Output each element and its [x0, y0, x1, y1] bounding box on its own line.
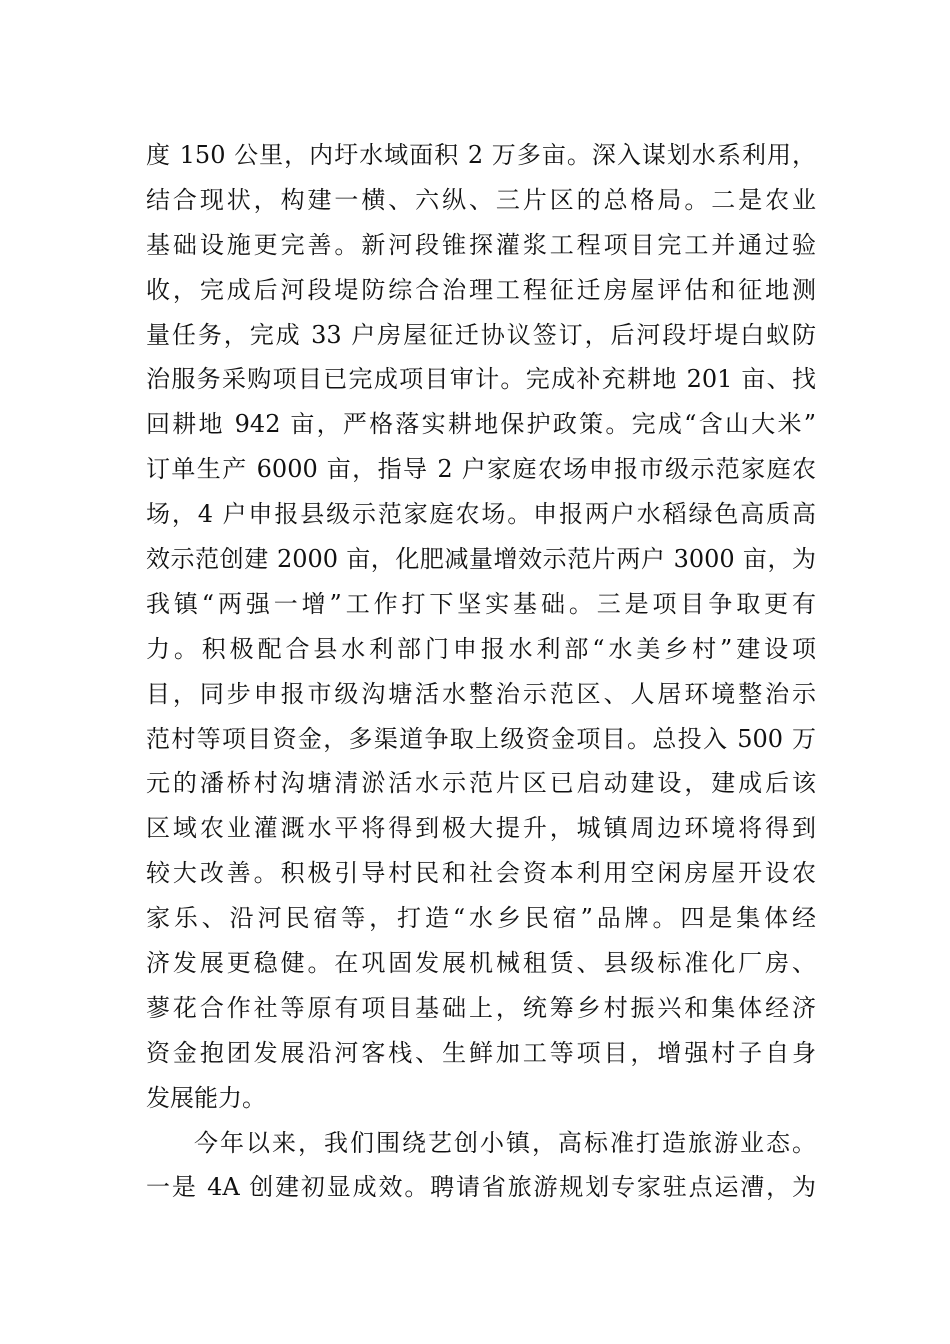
- text-line: 一是 4A 创建初显成效。聘请省旅游规划专家驻点运漕，为: [146, 1173, 816, 1202]
- text-line: 目，同步申报市级沟塘活水整治示范区、人居环境整治示: [146, 679, 816, 708]
- text-line: 蓼花合作社等原有项目基础上，统筹乡村振兴和集体经济: [146, 993, 816, 1022]
- text-line: 今年以来，我们围绕艺创小镇，高标准打造旅游业态。: [194, 1128, 816, 1157]
- text-line: 回耕地 942 亩，严格落实耕地保护政策。完成“含山大米”: [146, 410, 816, 439]
- text-line: 发展能力。: [146, 1083, 266, 1112]
- text-line: 家乐、沿河民宿等，打造“水乡民宿”品牌。四是集体经: [146, 904, 816, 933]
- text-line: 订单生产 6000 亩，指导 2 户家庭农场申报市级示范家庭农: [146, 455, 816, 484]
- text-line: 量任务，完成 33 户房屋征迁协议签订，后河段圩堤白蚁防: [146, 320, 816, 349]
- text-line: 区域农业灌溉水平将得到极大提升，城镇周边环境将得到: [146, 814, 816, 843]
- text-line: 结合现状，构建一横、六纵、三片区的总格局。二是农业: [146, 185, 816, 214]
- text-line: 济发展更稳健。在巩固发展机械租赁、县级标准化厂房、: [146, 949, 816, 978]
- text-line: 治服务采购项目已完成项目审计。完成补充耕地 201 亩、找: [146, 365, 816, 394]
- text-line: 效示范创建 2000 亩，化肥减量增效示范片两户 3000 亩，为: [146, 545, 816, 574]
- paragraph-2: [146, 1121, 816, 1211]
- document-body: [146, 133, 816, 1210]
- paragraph-1: [146, 133, 816, 1121]
- text-line: 力。积极配合县水利部门申报水利部“水美乡村”建设项: [146, 634, 816, 663]
- text-line: 范村等项目资金，多渠道争取上级资金项目。总投入 500 万: [146, 724, 816, 753]
- text-line: 基础设施更完善。新河段锥探灌浆工程项目完工并通过验: [146, 230, 816, 259]
- text-line: 元的潘桥村沟塘清淤活水示范片区已启动建设，建成后该: [146, 769, 816, 798]
- text-line: 较大改善。积极引导村民和社会资本利用空闲房屋开设农: [146, 859, 816, 888]
- text-line: 资金抱团发展沿河客栈、生鲜加工等项目，增强村子自身: [146, 1038, 816, 1067]
- text-line: 收，完成后河段堤防综合治理工程征迁房屋评估和征地测: [146, 275, 816, 304]
- text-line: 我镇“两强一增”工作打下坚实基础。三是项目争取更有: [146, 589, 816, 618]
- text-line: 场，4 户申报县级示范家庭农场。申报两户水稻绿色高质高: [146, 500, 816, 529]
- text-line: 度 150 公里，内圩水域面积 2 万多亩。深入谋划水系利用，: [146, 141, 816, 169]
